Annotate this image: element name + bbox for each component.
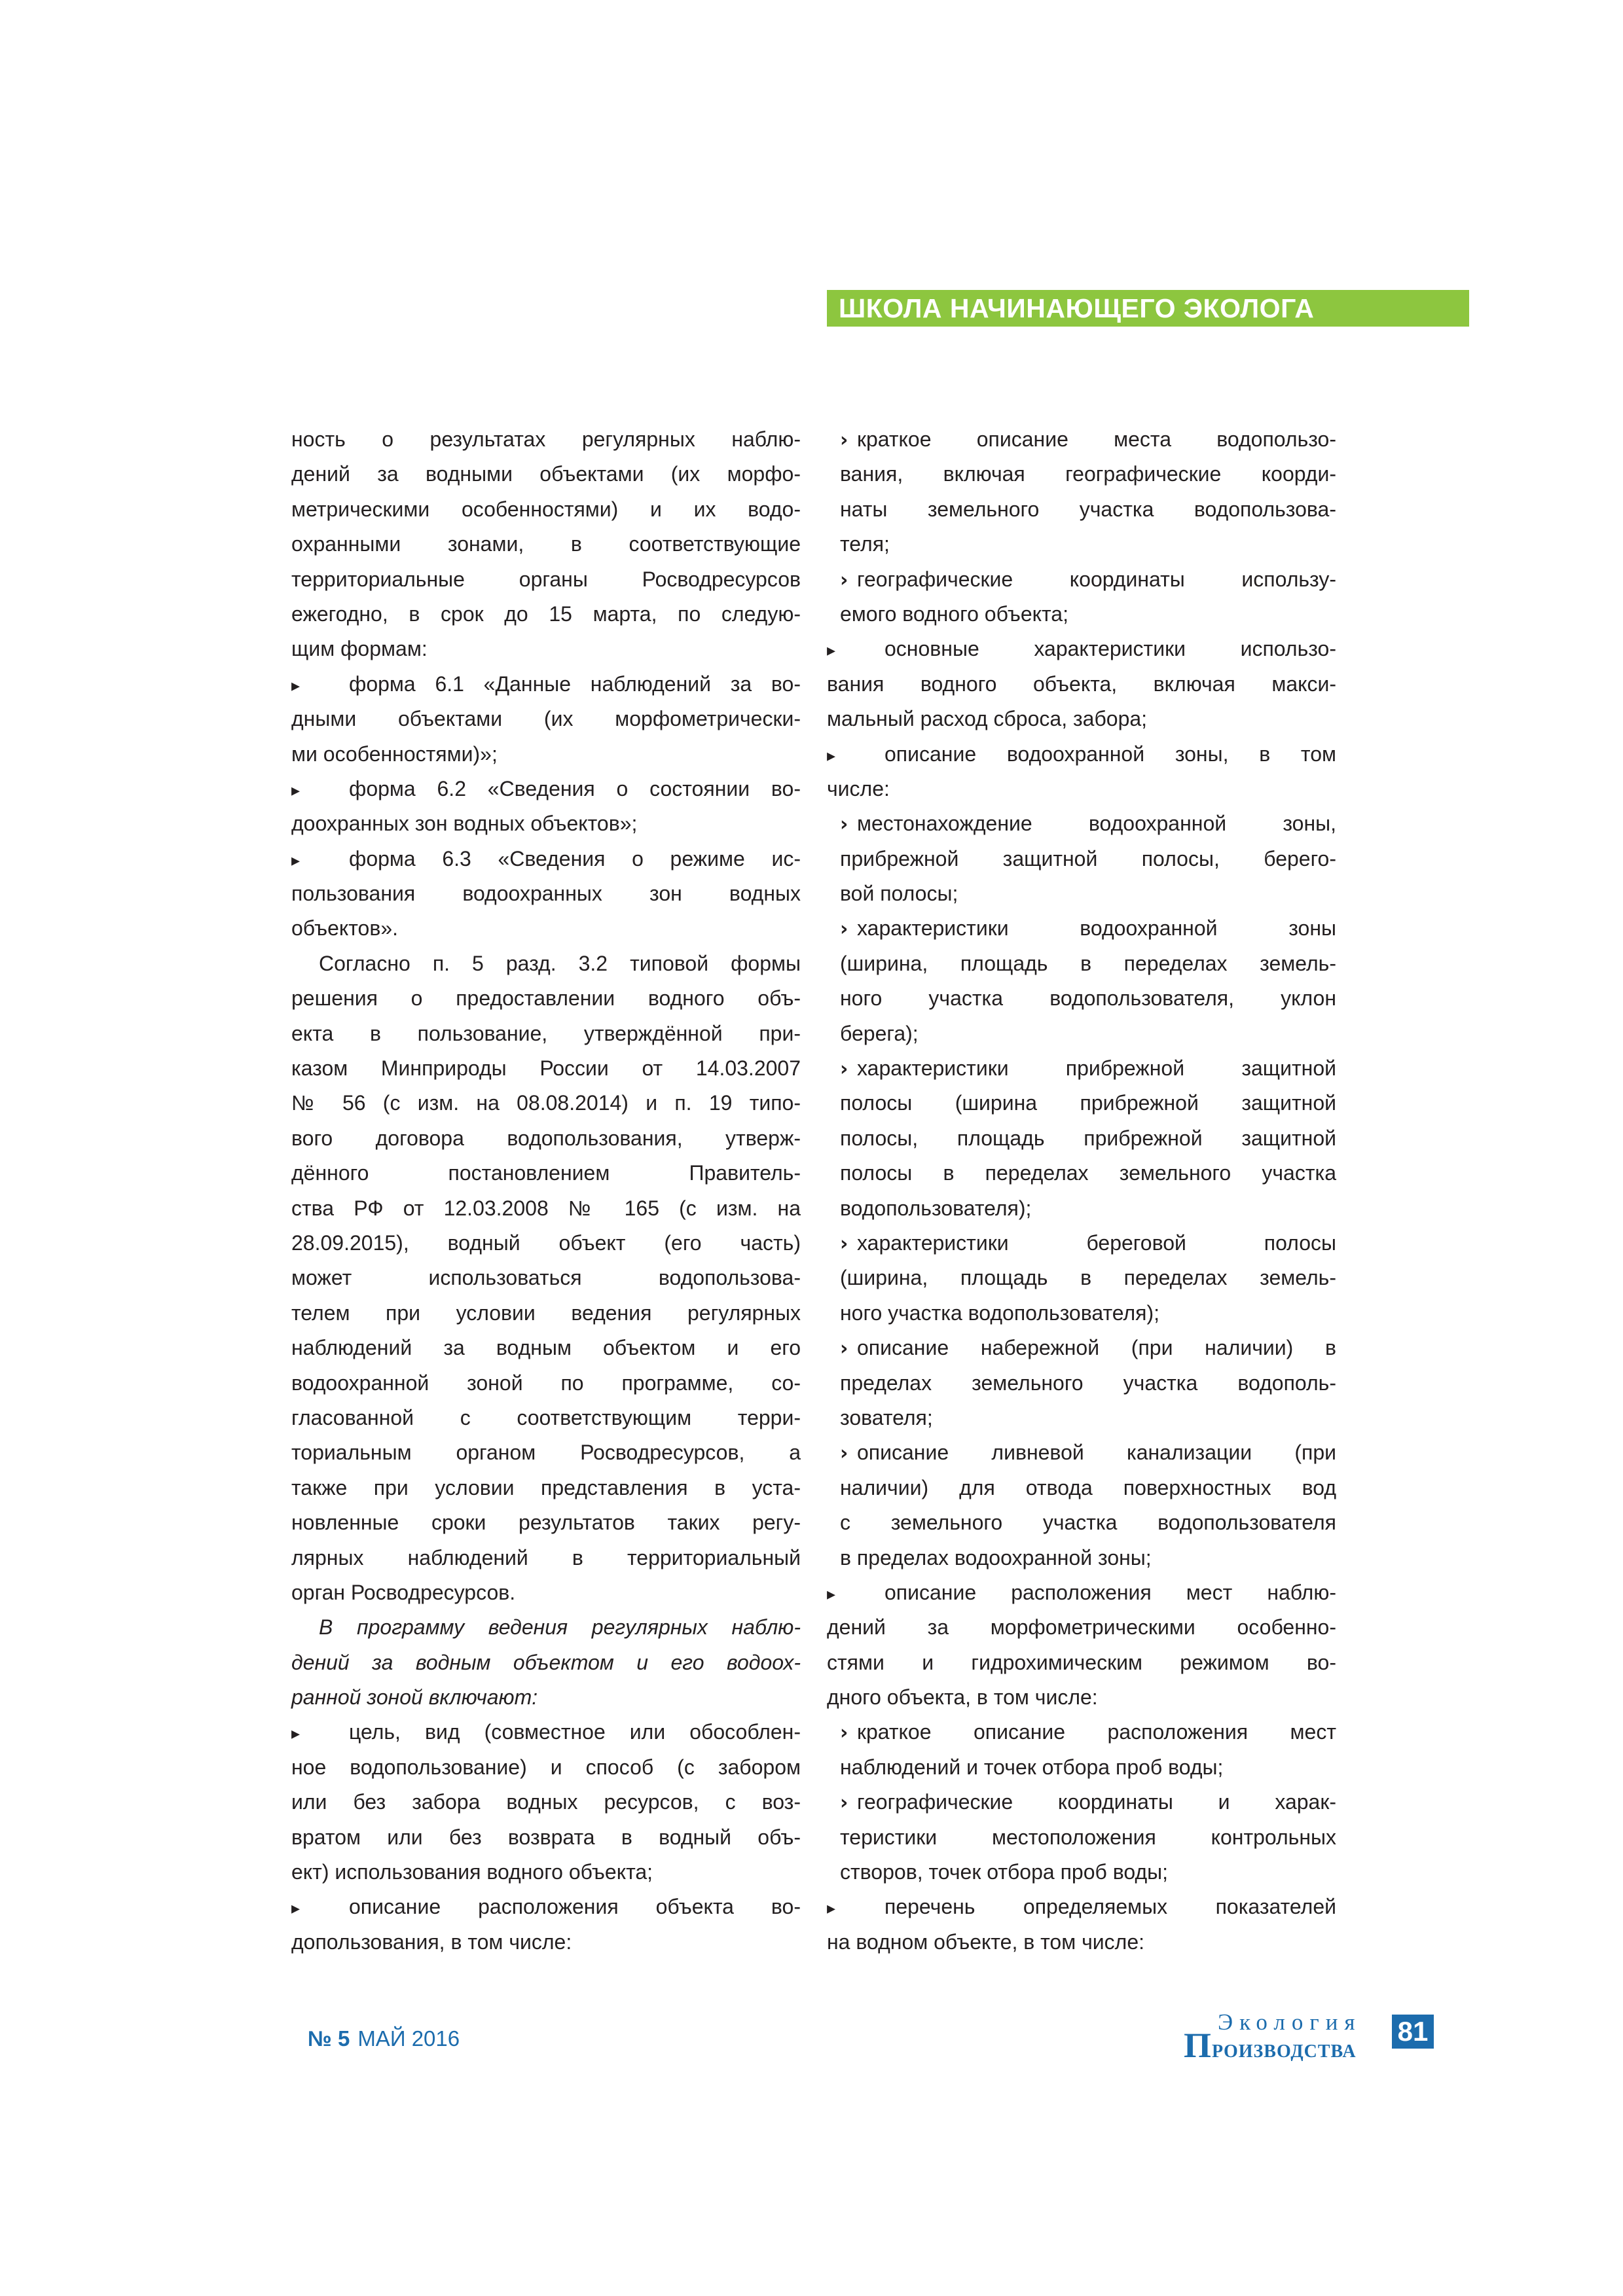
list-item-level1: [291, 1715, 801, 1890]
section-header-bar: [827, 290, 1469, 327]
text-line: водоохранной зоной по программе, со-: [291, 1371, 801, 1395]
arrow-bullet-icon: ›: [840, 918, 848, 941]
text-line: ежегодно, в срок до 15 марта, по следую-: [291, 601, 801, 626]
text-line: зователя;: [840, 1405, 933, 1429]
text-line: › характеристики прибрежной защитной: [840, 1051, 1336, 1086]
list-item-level1: [827, 737, 1336, 807]
text-line: берега);: [840, 1021, 919, 1045]
triangle-bullet-icon: ▸: [291, 675, 301, 696]
text-line: водопользователя);: [840, 1196, 1032, 1220]
arrow-bullet-icon: ›: [840, 1058, 848, 1081]
arrow-bullet-icon: ›: [840, 1442, 848, 1465]
list-item-level1: [827, 1575, 1336, 1715]
text-line: › описание набережной (при наличии) в: [840, 1331, 1336, 1365]
text-line: ▸ описание водоохранной зоны, в том: [827, 737, 1336, 772]
text-line: створов, точек отбора проб воды;: [840, 1860, 1169, 1884]
text-line: полосы в переделах земельного участка: [840, 1161, 1336, 1185]
triangle-bullet-icon: ▸: [291, 780, 301, 800]
text-line: вания водного объекта, включая макси-: [827, 672, 1336, 696]
list-item-level2: [827, 1435, 1336, 1575]
text-line: › характеристики береговой полосы: [840, 1226, 1336, 1261]
text-line: лярных наблюдений в территориальный: [291, 1545, 801, 1570]
text-line: объектов».: [291, 916, 398, 941]
text-line: наличии) для отвода поверхностных вод: [840, 1475, 1336, 1499]
text-line: орган Росводресурсов.: [291, 1580, 516, 1604]
text-line: гласованной с соответствующим терри-: [291, 1405, 801, 1429]
arrow-bullet-icon: ›: [840, 1791, 848, 1815]
text-line: прибрежной защитной полосы, берего-: [840, 846, 1336, 870]
text-line: › описание ливневой канализации (при: [840, 1435, 1336, 1470]
text-line: › краткое описание расположения мест: [840, 1715, 1336, 1749]
logo-word-production: Производства: [1184, 2026, 1357, 2065]
arrow-bullet-icon: ›: [840, 813, 848, 836]
triangle-bullet-icon: ▸: [827, 641, 836, 661]
triangle-bullet-icon: ▸: [291, 850, 301, 870]
text-line: ное водопользование) и способ (с забором: [291, 1755, 801, 1779]
text-line: вратом или без возврата в водный объ-: [291, 1825, 801, 1849]
text-line: › географические координаты и харак-: [840, 1785, 1336, 1820]
list-item-level2: [827, 911, 1336, 1051]
list-item-level2: [827, 1715, 1336, 1785]
text-line: ▸ форма 6.1 «Данные наблюдений за во-: [291, 667, 801, 702]
text-line: вого договора водопользования, утверж-: [291, 1126, 801, 1150]
list-item-level1: [291, 772, 801, 842]
text-line: ▸ основные характеристики использо-: [827, 632, 1336, 666]
paragraph: [291, 946, 801, 1610]
text-line: ториальным органом Росводресурсов, а: [291, 1441, 801, 1465]
text-line: дённого постановлением Правитель-: [291, 1161, 801, 1185]
text-line: ранной зоной включают:: [291, 1685, 538, 1710]
text-line: теристики местоположения контрольных: [840, 1825, 1336, 1849]
text-line: полосы (ширина прибрежной защитной: [840, 1091, 1336, 1115]
list-item-level2: [827, 422, 1336, 562]
logo-word-ecology: Экология: [1218, 2009, 1362, 2035]
arrow-bullet-icon: ›: [840, 1721, 848, 1745]
paragraph-italic: [291, 1610, 801, 1715]
text-line: метрическими особенностями) и их водо-: [291, 497, 801, 521]
text-line: ми особенностями)»;: [291, 742, 498, 766]
column-left: [291, 422, 801, 1960]
text-line: ства РФ от 12.03.2008 № 165 (с изм. на: [291, 1196, 801, 1220]
text-line: щим формам:: [291, 637, 428, 661]
text-line: полосы, площадь прибрежной защитной: [840, 1126, 1336, 1150]
text-line: территориальные органы Росводресурсов: [291, 567, 801, 591]
magazine-logo: [1184, 2009, 1434, 2065]
text-line: пределах земельного участка водополь-: [840, 1371, 1336, 1395]
text-line: допользования, в том числе:: [291, 1929, 572, 1954]
text-line: № 56 (с изм. на 08.08.2014) и п. 19 типо-: [291, 1091, 801, 1115]
list-item-level2: [827, 806, 1336, 911]
triangle-bullet-icon: ▸: [291, 1724, 301, 1744]
list-item-level2: [827, 1051, 1336, 1226]
text-line: наблюдений и точек отбора проб воды;: [840, 1755, 1224, 1779]
column-right: [827, 422, 1336, 1960]
text-line: или без забора водных ресурсов, с воз-: [291, 1790, 801, 1814]
text-line: может использоваться водопользова-: [291, 1266, 801, 1290]
text-line: ▸ описание расположения мест наблю-: [827, 1575, 1336, 1610]
list-item-level1: [291, 1890, 801, 1960]
text-line: ▸ форма 6.2 «Сведения о состоянии во-: [291, 772, 801, 806]
list-item-level2: [827, 1331, 1336, 1435]
text-line: новленные сроки результатов таких регу-: [291, 1511, 801, 1535]
issue-info: [308, 2026, 460, 2051]
text-line: также при условии представления в уста-: [291, 1475, 801, 1499]
text-line: ▸ описание расположения объекта во-: [291, 1890, 801, 1924]
list-item-level1: [827, 632, 1336, 736]
text-line: › местонахождение водоохранной зоны,: [840, 806, 1336, 841]
section-title: ШКОЛА НАЧИНАЮЩЕГО ЭКОЛОГА: [839, 293, 1315, 323]
text-line: теля;: [840, 532, 890, 556]
arrow-bullet-icon: ›: [840, 1232, 848, 1255]
text-line: вой полосы;: [840, 882, 958, 906]
text-line: пользования водоохранных зон водных: [291, 882, 801, 906]
text-line: ного участка водопользователя, уклон: [840, 986, 1336, 1011]
list-item-level2: [827, 562, 1336, 632]
triangle-bullet-icon: ▸: [827, 745, 836, 766]
text-line: Согласно п. 5 разд. 3.2 типовой формы: [319, 951, 801, 975]
text-line: ▸ цель, вид (совместное или обособлен-: [291, 1715, 801, 1749]
text-line: мальный расход сброса, забора;: [827, 707, 1148, 731]
text-line: (ширина, площадь в переделах земель-: [840, 1266, 1336, 1290]
text-line: решения о предоставлении водного объ-: [291, 986, 801, 1011]
list-item-level2: [827, 1226, 1336, 1331]
text-line: дений за морфометрическими особенно-: [827, 1615, 1336, 1640]
text-line: доохранных зон водных объектов»;: [291, 812, 638, 836]
text-line: вания, включая географические коорди-: [840, 462, 1336, 486]
page-number-badge: 81: [1392, 2015, 1434, 2049]
arrow-bullet-icon: ›: [840, 1337, 848, 1361]
text-line: › географические координаты использу-: [840, 562, 1336, 597]
text-line: дений за водным объектом и его водоох-: [291, 1650, 801, 1674]
list-item-level2: [827, 1785, 1336, 1890]
list-item-level1: [291, 842, 801, 946]
issue-number: № 5: [308, 2026, 350, 2051]
paragraph: [291, 422, 801, 667]
text-line: ного участка водопользователя);: [840, 1300, 1160, 1325]
text-line: казом Минприроды России от 14.03.2007: [291, 1056, 801, 1081]
list-item-level1: [827, 1890, 1336, 1960]
text-line: екта в пользование, утверждённой при-: [291, 1021, 801, 1045]
text-line: с земельного участка водопользователя: [840, 1511, 1336, 1535]
text-line: наты земельного участка водопользова-: [840, 497, 1336, 521]
text-line: › краткое описание места водопользо-: [840, 422, 1336, 457]
text-line: В программу ведения регулярных наблю-: [319, 1615, 801, 1640]
text-line: числе:: [827, 776, 890, 800]
text-line: ность о результатах регулярных наблю-: [291, 427, 801, 451]
text-line: ▸ перечень определяемых показателей: [827, 1890, 1336, 1924]
text-line: наблюдений за водным объектом и его: [291, 1336, 801, 1360]
text-line: дного объекта, в том числе:: [827, 1685, 1098, 1710]
text-line: (ширина, площадь в переделах земель-: [840, 951, 1336, 975]
text-line: ект) использования водного объекта;: [291, 1860, 653, 1884]
arrow-bullet-icon: ›: [840, 429, 848, 452]
arrow-bullet-icon: ›: [840, 568, 848, 592]
text-line: дными объектами (их морфометрически-: [291, 707, 801, 731]
text-line: дений за водными объектами (их морфо-: [291, 462, 801, 486]
triangle-bullet-icon: ▸: [827, 1899, 836, 1919]
article-columns: [291, 422, 1336, 1960]
text-line: охранными зонами, в соответствующие: [291, 532, 801, 556]
text-line: ▸ форма 6.3 «Сведения о режиме ис-: [291, 842, 801, 876]
issue-date: МАЙ 2016: [357, 2026, 460, 2051]
text-line: 28.09.2015), водный объект (его часть): [291, 1230, 801, 1255]
text-line: › характеристики водоохранной зоны: [840, 911, 1336, 946]
text-line: емого водного объекта;: [840, 601, 1068, 626]
text-line: телем при условии ведения регулярных: [291, 1300, 801, 1325]
triangle-bullet-icon: ▸: [291, 1899, 301, 1919]
text-line: стями и гидрохимическим режимом во-: [827, 1650, 1336, 1674]
triangle-bullet-icon: ▸: [827, 1584, 836, 1604]
list-item-level1: [291, 667, 801, 772]
text-line: на водном объекте, в том числе:: [827, 1929, 1144, 1954]
text-line: в пределах водоохранной зоны;: [840, 1545, 1152, 1570]
